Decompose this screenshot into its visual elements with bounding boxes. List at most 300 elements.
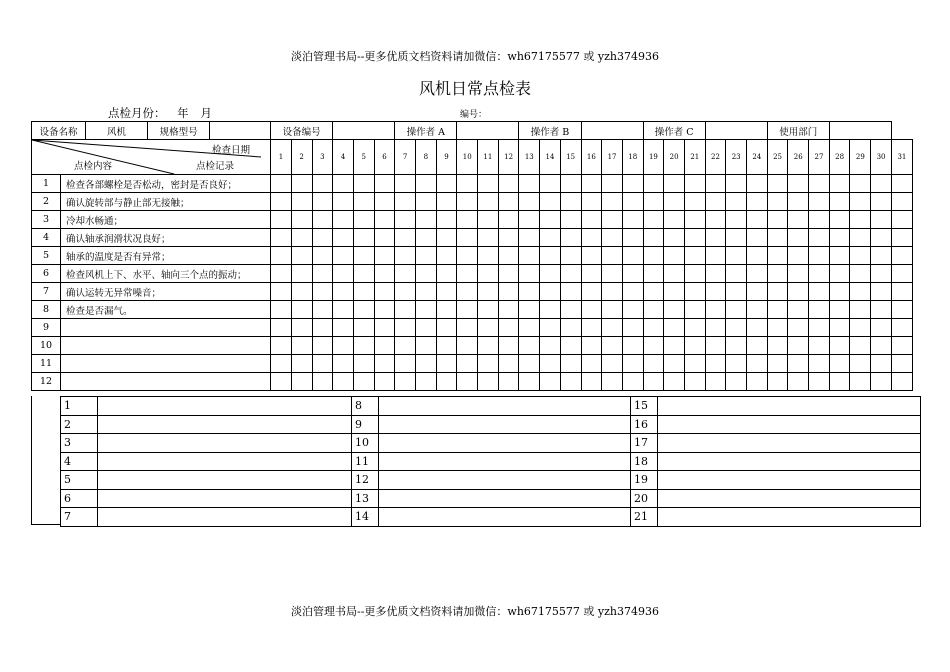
- check-cell[interactable]: [271, 301, 292, 319]
- check-cell[interactable]: [478, 319, 499, 337]
- check-cell[interactable]: [871, 211, 892, 229]
- check-cell[interactable]: [643, 301, 664, 319]
- check-cell[interactable]: [726, 247, 747, 265]
- check-cell[interactable]: [850, 301, 871, 319]
- check-cell[interactable]: [684, 319, 705, 337]
- check-cell[interactable]: [891, 355, 912, 373]
- check-cell[interactable]: [850, 265, 871, 283]
- check-cell[interactable]: [664, 355, 685, 373]
- check-cell[interactable]: [436, 337, 457, 355]
- check-cell[interactable]: [767, 211, 788, 229]
- check-cell[interactable]: [478, 229, 499, 247]
- check-cell[interactable]: [767, 373, 788, 391]
- check-cell[interactable]: [850, 373, 871, 391]
- check-cell[interactable]: [540, 229, 561, 247]
- check-cell[interactable]: [871, 337, 892, 355]
- check-cell[interactable]: [809, 229, 830, 247]
- check-cell[interactable]: [291, 175, 312, 193]
- check-cell[interactable]: [519, 229, 540, 247]
- check-cell[interactable]: [333, 337, 354, 355]
- check-cell[interactable]: [747, 301, 768, 319]
- check-cell[interactable]: [353, 193, 374, 211]
- check-cell[interactable]: [643, 175, 664, 193]
- check-cell[interactable]: [478, 355, 499, 373]
- check-cell[interactable]: [519, 283, 540, 301]
- check-cell[interactable]: [622, 337, 643, 355]
- check-cell[interactable]: [498, 247, 519, 265]
- check-cell[interactable]: [705, 265, 726, 283]
- check-cell[interactable]: [374, 355, 395, 373]
- check-cell[interactable]: [457, 301, 478, 319]
- check-cell[interactable]: [664, 337, 685, 355]
- check-cell[interactable]: [498, 319, 519, 337]
- check-cell[interactable]: [333, 175, 354, 193]
- check-cell[interactable]: [602, 337, 623, 355]
- check-cell[interactable]: [747, 265, 768, 283]
- check-cell[interactable]: [891, 247, 912, 265]
- check-cell[interactable]: [664, 265, 685, 283]
- check-cell[interactable]: [333, 319, 354, 337]
- check-cell[interactable]: [271, 175, 292, 193]
- check-cell[interactable]: [291, 229, 312, 247]
- check-cell[interactable]: [602, 175, 623, 193]
- check-cell[interactable]: [891, 265, 912, 283]
- check-cell[interactable]: [726, 211, 747, 229]
- check-cell[interactable]: [291, 247, 312, 265]
- check-cell[interactable]: [602, 355, 623, 373]
- check-cell[interactable]: [809, 211, 830, 229]
- check-cell[interactable]: [850, 337, 871, 355]
- check-cell[interactable]: [457, 265, 478, 283]
- check-cell[interactable]: [871, 301, 892, 319]
- check-cell[interactable]: [312, 283, 333, 301]
- note-field[interactable]: [98, 452, 352, 471]
- check-cell[interactable]: [871, 373, 892, 391]
- check-cell[interactable]: [850, 283, 871, 301]
- check-cell[interactable]: [684, 337, 705, 355]
- check-cell[interactable]: [395, 373, 416, 391]
- check-cell[interactable]: [871, 355, 892, 373]
- check-cell[interactable]: [726, 193, 747, 211]
- check-cell[interactable]: [581, 319, 602, 337]
- check-cell[interactable]: [767, 265, 788, 283]
- check-cell[interactable]: [767, 337, 788, 355]
- check-cell[interactable]: [395, 175, 416, 193]
- check-cell[interactable]: [478, 301, 499, 319]
- check-cell[interactable]: [519, 355, 540, 373]
- check-cell[interactable]: [271, 247, 292, 265]
- check-cell[interactable]: [540, 355, 561, 373]
- check-cell[interactable]: [871, 283, 892, 301]
- check-cell[interactable]: [333, 283, 354, 301]
- check-cell[interactable]: [664, 373, 685, 391]
- check-cell[interactable]: [436, 211, 457, 229]
- check-cell[interactable]: [291, 283, 312, 301]
- check-cell[interactable]: [519, 193, 540, 211]
- check-cell[interactable]: [809, 265, 830, 283]
- check-cell[interactable]: [457, 337, 478, 355]
- check-cell[interactable]: [829, 247, 850, 265]
- check-cell[interactable]: [560, 193, 581, 211]
- check-cell[interactable]: [767, 229, 788, 247]
- check-cell[interactable]: [581, 175, 602, 193]
- check-cell[interactable]: [457, 229, 478, 247]
- check-cell[interactable]: [705, 283, 726, 301]
- check-cell[interactable]: [436, 319, 457, 337]
- check-cell[interactable]: [643, 265, 664, 283]
- check-cell[interactable]: [560, 319, 581, 337]
- check-cell[interactable]: [395, 337, 416, 355]
- check-cell[interactable]: [291, 319, 312, 337]
- check-cell[interactable]: [829, 211, 850, 229]
- check-cell[interactable]: [415, 373, 436, 391]
- check-cell[interactable]: [312, 175, 333, 193]
- check-cell[interactable]: [353, 319, 374, 337]
- note-field[interactable]: [379, 434, 631, 453]
- check-cell[interactable]: [643, 319, 664, 337]
- check-cell[interactable]: [664, 301, 685, 319]
- check-cell[interactable]: [395, 265, 416, 283]
- check-cell[interactable]: [291, 373, 312, 391]
- check-cell[interactable]: [747, 319, 768, 337]
- check-cell[interactable]: [333, 229, 354, 247]
- check-cell[interactable]: [498, 283, 519, 301]
- note-field[interactable]: [658, 508, 921, 527]
- check-cell[interactable]: [395, 355, 416, 373]
- check-cell[interactable]: [747, 355, 768, 373]
- check-cell[interactable]: [457, 319, 478, 337]
- check-cell[interactable]: [788, 193, 809, 211]
- check-cell[interactable]: [891, 175, 912, 193]
- check-cell[interactable]: [747, 283, 768, 301]
- check-cell[interactable]: [829, 355, 850, 373]
- check-cell[interactable]: [664, 283, 685, 301]
- check-cell[interactable]: [788, 211, 809, 229]
- check-cell[interactable]: [602, 247, 623, 265]
- check-cell[interactable]: [747, 193, 768, 211]
- check-cell[interactable]: [498, 175, 519, 193]
- check-cell[interactable]: [809, 355, 830, 373]
- note-field[interactable]: [379, 397, 631, 416]
- check-cell[interactable]: [560, 337, 581, 355]
- check-cell[interactable]: [353, 229, 374, 247]
- check-cell[interactable]: [788, 337, 809, 355]
- check-cell[interactable]: [643, 247, 664, 265]
- check-cell[interactable]: [291, 355, 312, 373]
- check-cell[interactable]: [726, 337, 747, 355]
- check-cell[interactable]: [353, 247, 374, 265]
- check-cell[interactable]: [850, 319, 871, 337]
- check-cell[interactable]: [353, 337, 374, 355]
- check-cell[interactable]: [395, 211, 416, 229]
- check-cell[interactable]: [809, 247, 830, 265]
- note-field[interactable]: [98, 508, 352, 527]
- check-cell[interactable]: [291, 337, 312, 355]
- check-cell[interactable]: [643, 229, 664, 247]
- check-cell[interactable]: [829, 301, 850, 319]
- check-cell[interactable]: [809, 319, 830, 337]
- check-cell[interactable]: [767, 175, 788, 193]
- check-cell[interactable]: [850, 211, 871, 229]
- check-cell[interactable]: [436, 229, 457, 247]
- check-cell[interactable]: [809, 301, 830, 319]
- check-cell[interactable]: [705, 247, 726, 265]
- check-cell[interactable]: [271, 193, 292, 211]
- check-cell[interactable]: [829, 265, 850, 283]
- check-cell[interactable]: [457, 211, 478, 229]
- check-cell[interactable]: [684, 247, 705, 265]
- check-cell[interactable]: [829, 373, 850, 391]
- check-cell[interactable]: [622, 247, 643, 265]
- check-cell[interactable]: [498, 229, 519, 247]
- check-cell[interactable]: [705, 373, 726, 391]
- check-cell[interactable]: [333, 355, 354, 373]
- check-cell[interactable]: [664, 319, 685, 337]
- check-cell[interactable]: [374, 175, 395, 193]
- check-cell[interactable]: [415, 229, 436, 247]
- check-cell[interactable]: [664, 175, 685, 193]
- check-cell[interactable]: [415, 175, 436, 193]
- check-cell[interactable]: [726, 301, 747, 319]
- check-cell[interactable]: [271, 211, 292, 229]
- check-cell[interactable]: [664, 229, 685, 247]
- check-cell[interactable]: [415, 247, 436, 265]
- operator-b-value[interactable]: [581, 122, 643, 140]
- check-cell[interactable]: [333, 247, 354, 265]
- check-cell[interactable]: [436, 301, 457, 319]
- check-cell[interactable]: [891, 337, 912, 355]
- check-cell[interactable]: [788, 229, 809, 247]
- check-cell[interactable]: [271, 265, 292, 283]
- check-cell[interactable]: [684, 301, 705, 319]
- check-cell[interactable]: [684, 193, 705, 211]
- check-cell[interactable]: [891, 211, 912, 229]
- check-cell[interactable]: [271, 355, 292, 373]
- check-cell[interactable]: [457, 355, 478, 373]
- check-cell[interactable]: [374, 301, 395, 319]
- note-field[interactable]: [658, 397, 921, 416]
- check-cell[interactable]: [705, 229, 726, 247]
- check-cell[interactable]: [519, 373, 540, 391]
- check-cell[interactable]: [312, 229, 333, 247]
- check-cell[interactable]: [374, 337, 395, 355]
- check-cell[interactable]: [353, 211, 374, 229]
- check-cell[interactable]: [891, 319, 912, 337]
- check-cell[interactable]: [809, 193, 830, 211]
- check-cell[interactable]: [333, 301, 354, 319]
- check-cell[interactable]: [602, 265, 623, 283]
- check-cell[interactable]: [726, 265, 747, 283]
- check-cell[interactable]: [726, 373, 747, 391]
- check-cell[interactable]: [374, 247, 395, 265]
- check-cell[interactable]: [829, 175, 850, 193]
- check-cell[interactable]: [415, 319, 436, 337]
- check-cell[interactable]: [809, 175, 830, 193]
- check-cell[interactable]: [705, 319, 726, 337]
- check-cell[interactable]: [767, 319, 788, 337]
- check-cell[interactable]: [271, 283, 292, 301]
- check-cell[interactable]: [457, 283, 478, 301]
- check-cell[interactable]: [788, 319, 809, 337]
- check-cell[interactable]: [871, 319, 892, 337]
- check-cell[interactable]: [436, 265, 457, 283]
- check-cell[interactable]: [788, 301, 809, 319]
- check-cell[interactable]: [540, 265, 561, 283]
- check-cell[interactable]: [829, 319, 850, 337]
- check-cell[interactable]: [871, 247, 892, 265]
- check-cell[interactable]: [519, 265, 540, 283]
- check-cell[interactable]: [581, 337, 602, 355]
- check-cell[interactable]: [643, 283, 664, 301]
- check-cell[interactable]: [809, 373, 830, 391]
- check-cell[interactable]: [312, 355, 333, 373]
- note-field[interactable]: [98, 415, 352, 434]
- check-cell[interactable]: [312, 373, 333, 391]
- check-cell[interactable]: [374, 265, 395, 283]
- check-cell[interactable]: [891, 373, 912, 391]
- check-cell[interactable]: [684, 283, 705, 301]
- department-value[interactable]: [829, 122, 891, 140]
- check-cell[interactable]: [622, 211, 643, 229]
- check-cell[interactable]: [395, 319, 416, 337]
- check-cell[interactable]: [643, 211, 664, 229]
- check-cell[interactable]: [395, 301, 416, 319]
- check-cell[interactable]: [312, 193, 333, 211]
- check-cell[interactable]: [395, 193, 416, 211]
- check-cell[interactable]: [540, 247, 561, 265]
- check-cell[interactable]: [374, 319, 395, 337]
- check-cell[interactable]: [622, 319, 643, 337]
- check-cell[interactable]: [353, 301, 374, 319]
- check-cell[interactable]: [767, 355, 788, 373]
- note-field[interactable]: [658, 489, 921, 508]
- check-cell[interactable]: [436, 283, 457, 301]
- check-cell[interactable]: [312, 301, 333, 319]
- check-cell[interactable]: [333, 211, 354, 229]
- note-field[interactable]: [658, 415, 921, 434]
- check-cell[interactable]: [602, 283, 623, 301]
- check-cell[interactable]: [788, 355, 809, 373]
- operator-a-value[interactable]: [457, 122, 519, 140]
- check-cell[interactable]: [829, 229, 850, 247]
- check-cell[interactable]: [478, 337, 499, 355]
- check-cell[interactable]: [726, 229, 747, 247]
- check-cell[interactable]: [560, 229, 581, 247]
- check-cell[interactable]: [788, 373, 809, 391]
- check-cell[interactable]: [788, 175, 809, 193]
- check-cell[interactable]: [891, 301, 912, 319]
- check-cell[interactable]: [643, 337, 664, 355]
- equipment-no-value[interactable]: [333, 122, 395, 140]
- check-cell[interactable]: [581, 211, 602, 229]
- check-cell[interactable]: [353, 355, 374, 373]
- note-field[interactable]: [379, 471, 631, 490]
- note-field[interactable]: [379, 489, 631, 508]
- check-cell[interactable]: [643, 355, 664, 373]
- check-cell[interactable]: [726, 283, 747, 301]
- check-cell[interactable]: [540, 373, 561, 391]
- check-cell[interactable]: [788, 265, 809, 283]
- check-cell[interactable]: [747, 229, 768, 247]
- check-cell[interactable]: [705, 337, 726, 355]
- check-cell[interactable]: [622, 373, 643, 391]
- check-cell[interactable]: [581, 283, 602, 301]
- check-cell[interactable]: [767, 301, 788, 319]
- check-cell[interactable]: [788, 283, 809, 301]
- check-cell[interactable]: [581, 265, 602, 283]
- check-cell[interactable]: [705, 355, 726, 373]
- check-cell[interactable]: [747, 337, 768, 355]
- check-cell[interactable]: [478, 247, 499, 265]
- check-cell[interactable]: [415, 337, 436, 355]
- check-cell[interactable]: [519, 247, 540, 265]
- check-cell[interactable]: [540, 211, 561, 229]
- check-cell[interactable]: [436, 355, 457, 373]
- check-cell[interactable]: [622, 229, 643, 247]
- check-cell[interactable]: [602, 211, 623, 229]
- note-field[interactable]: [98, 397, 352, 416]
- check-cell[interactable]: [684, 265, 705, 283]
- check-cell[interactable]: [271, 337, 292, 355]
- check-cell[interactable]: [415, 265, 436, 283]
- check-cell[interactable]: [684, 211, 705, 229]
- check-cell[interactable]: [809, 337, 830, 355]
- check-cell[interactable]: [747, 373, 768, 391]
- check-cell[interactable]: [705, 301, 726, 319]
- check-cell[interactable]: [540, 319, 561, 337]
- check-cell[interactable]: [664, 247, 685, 265]
- check-cell[interactable]: [498, 265, 519, 283]
- check-cell[interactable]: [767, 193, 788, 211]
- check-cell[interactable]: [333, 265, 354, 283]
- check-cell[interactable]: [622, 193, 643, 211]
- check-cell[interactable]: [478, 211, 499, 229]
- check-cell[interactable]: [415, 355, 436, 373]
- check-cell[interactable]: [747, 175, 768, 193]
- check-cell[interactable]: [602, 373, 623, 391]
- check-cell[interactable]: [498, 193, 519, 211]
- check-cell[interactable]: [457, 193, 478, 211]
- check-cell[interactable]: [891, 193, 912, 211]
- check-cell[interactable]: [415, 211, 436, 229]
- check-cell[interactable]: [312, 211, 333, 229]
- check-cell[interactable]: [581, 301, 602, 319]
- check-cell[interactable]: [457, 175, 478, 193]
- note-field[interactable]: [98, 471, 352, 490]
- check-cell[interactable]: [602, 301, 623, 319]
- check-cell[interactable]: [291, 211, 312, 229]
- check-cell[interactable]: [395, 247, 416, 265]
- check-cell[interactable]: [581, 193, 602, 211]
- check-cell[interactable]: [684, 229, 705, 247]
- check-cell[interactable]: [809, 283, 830, 301]
- check-cell[interactable]: [478, 373, 499, 391]
- check-cell[interactable]: [540, 301, 561, 319]
- check-cell[interactable]: [478, 193, 499, 211]
- check-cell[interactable]: [602, 319, 623, 337]
- check-cell[interactable]: [664, 193, 685, 211]
- check-cell[interactable]: [540, 337, 561, 355]
- note-field[interactable]: [379, 508, 631, 527]
- check-cell[interactable]: [374, 229, 395, 247]
- check-cell[interactable]: [850, 247, 871, 265]
- check-cell[interactable]: [271, 229, 292, 247]
- check-cell[interactable]: [871, 193, 892, 211]
- check-cell[interactable]: [436, 373, 457, 391]
- check-cell[interactable]: [871, 175, 892, 193]
- check-cell[interactable]: [353, 265, 374, 283]
- check-cell[interactable]: [643, 373, 664, 391]
